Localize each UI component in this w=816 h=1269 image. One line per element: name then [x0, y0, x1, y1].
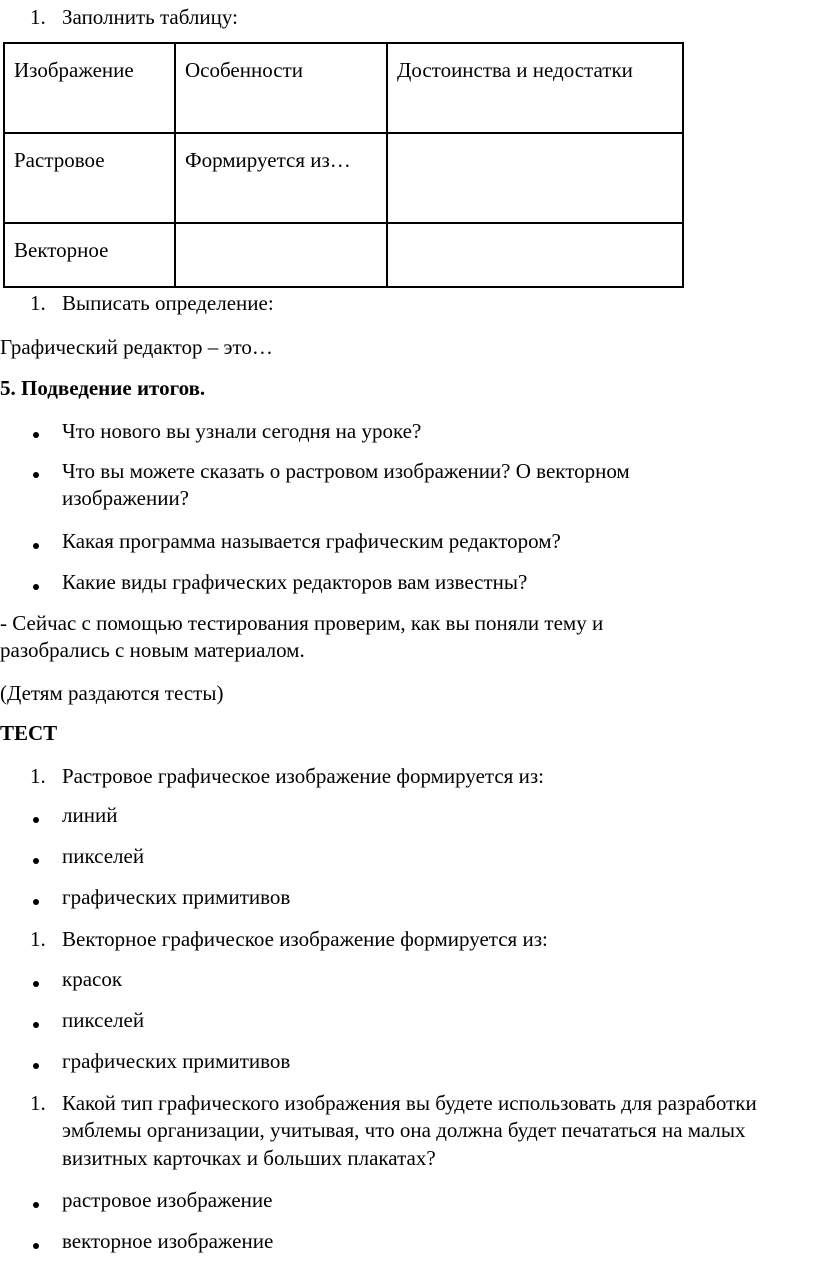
- section-heading: 5. Подведение итогов.: [0, 376, 206, 400]
- bullet-icon: [33, 899, 39, 905]
- table-row: [4, 133, 683, 223]
- bullet-icon: [33, 472, 39, 478]
- test-title: ТЕСТ: [0, 721, 58, 745]
- definition-text: Графический редактор – это…: [0, 335, 273, 359]
- bullet-icon: [33, 1063, 39, 1069]
- table-cell: Векторное: [4, 223, 175, 287]
- bullet-icon: [33, 1243, 39, 1249]
- bullet-icon: [33, 817, 39, 823]
- bullet-icon: [33, 858, 39, 864]
- test-question: Какой тип графического изображения вы будете использовать для разработки эмблемы организации, учитывая, что она должна будет печататься на малых визитных карточках и больших плакатах?: [62, 1091, 757, 1170]
- test-option: линий: [62, 803, 118, 827]
- table-header-cell: Достоинства и недостатки: [387, 43, 683, 133]
- bullet-icon: [33, 1202, 39, 1208]
- test-option: векторное изображение: [62, 1229, 274, 1253]
- table-cell: Растровое: [4, 133, 175, 223]
- test-option: графических примитивов: [62, 885, 291, 909]
- table-cell: [175, 223, 387, 287]
- list-number: 1.: [30, 291, 46, 315]
- test-option: растровое изображение: [62, 1188, 273, 1212]
- table-header-cell: Изображение: [4, 43, 175, 133]
- bullet-icon: [33, 432, 39, 438]
- task-heading: Заполнить таблицу:: [62, 5, 238, 29]
- table-row: [4, 223, 683, 287]
- instruction-paragraph: - Сейчас с помощью тестирования проверим, как вы поняли тему и разобрались с новым материалом.: [0, 611, 604, 663]
- question-item: Какие виды графических редакторов вам известны?: [62, 570, 528, 594]
- bullet-icon: [33, 1022, 39, 1028]
- bullet-icon: [33, 543, 39, 549]
- note-text: (Детям раздаются тесты): [0, 681, 224, 705]
- list-number: 1.: [30, 1091, 46, 1115]
- bullet-icon: [33, 981, 39, 987]
- table-cell: [387, 133, 683, 223]
- test-question: Растровое графическое изображение формируется из:: [62, 764, 544, 788]
- list-number: 1.: [30, 764, 46, 788]
- question-item: Какая программа называется графическим редактором?: [62, 529, 561, 553]
- question-item: Что нового вы узнали сегодня на уроке?: [62, 419, 422, 443]
- table-cell: [387, 223, 683, 287]
- test-option: пикселей: [62, 844, 145, 868]
- test-option: пикселей: [62, 1008, 145, 1032]
- table-cell: Формируется из…: [175, 133, 387, 223]
- test-question: Векторное графическое изображение формируется из:: [62, 927, 548, 951]
- list-number: 1.: [30, 5, 46, 29]
- test-option: графических примитивов: [62, 1049, 291, 1073]
- bullet-icon: [33, 584, 39, 590]
- table-header-row: [4, 43, 683, 133]
- question-item: Что вы можете сказать о растровом изображении? О векторном изображении?: [62, 459, 630, 511]
- table-header-cell: Особенности: [175, 43, 387, 133]
- task-heading: Выписать определение:: [62, 291, 274, 315]
- list-number: 1.: [30, 927, 46, 951]
- comparison-table: [3, 42, 684, 288]
- test-option: красок: [62, 967, 123, 991]
